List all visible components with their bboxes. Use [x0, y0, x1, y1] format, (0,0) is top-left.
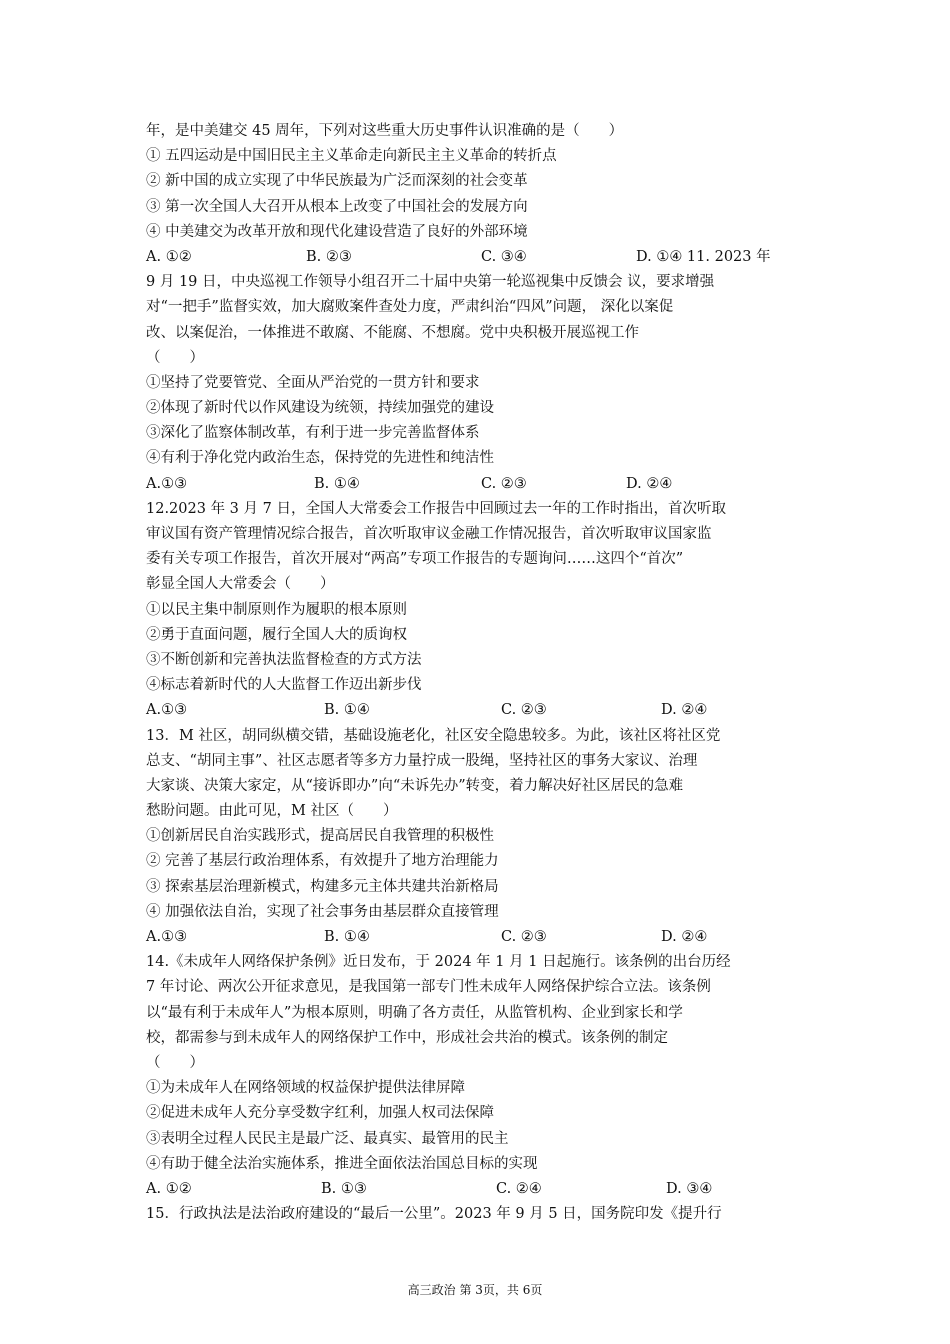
statement-1: ①以民主集中制原则作为履职的根本原则 — [146, 601, 407, 618]
option-a: A.①③ — [146, 929, 188, 945]
option-c: C. ③④ — [481, 248, 527, 265]
question-13 — [146, 724, 826, 951]
option-c: C. ②③ — [481, 475, 527, 492]
option-a: A. ①② — [146, 1180, 192, 1197]
question-text: 7 年讨论、两次公开征求意见，是我国第一部专门性未成年人网络保护综合立法。该条例 — [146, 979, 711, 996]
question-text: 大家谈、决策大家定，从“接诉即办”向“未诉先办”转变，着力解决好社区居民的急难 — [146, 777, 684, 794]
option-d: D. ③④ — [666, 1180, 713, 1197]
option-d: D. ①④ 11. 2023 年 — [636, 248, 771, 265]
statement-2: ②促进未成年人充分享受数字红利，加强人权司法保障 — [146, 1105, 494, 1122]
statement-1: ① 五四运动是中国旧民主主义革命走向新民主主义革命的转折点 — [146, 148, 557, 165]
question-text: 以“最有利于未成年人”为根本原则，明确了各方责任，从监管机构、企业到家长和学 — [146, 1004, 683, 1021]
statement-3: ③ 第一次全国人大召开从根本上改变了中国社会的发展方向 — [146, 198, 528, 215]
statement-2: ② 新中国的成立实现了中华民族最为广泛而深刻的社会变革 — [146, 173, 528, 190]
statement-4: ④ 加强依法自治，实现了社会事务由基层群众直接管理 — [146, 903, 499, 920]
question-text: 年，是中美建交 45 周年，下列对这些重大历史事件认识准确的是（ ） — [146, 123, 624, 139]
question-text: 改、以案促治，一体推进不敢腐、不能腐、不想腐。党中央积极开展巡视工作 — [146, 324, 639, 341]
question-text: 13．M 社区，胡同纵横交错，基础设施老化，社区安全隐患较多。为此，该社区将社区党 — [146, 727, 721, 744]
statement-2: ②勇于直面问题，履行全国人大的质询权 — [146, 626, 407, 643]
answer-options — [146, 698, 826, 723]
question-text: 审议国有资产管理情况综合报告，首次听取审议金融工作情况报告，首次听取审议国家监 — [146, 526, 712, 542]
page-footer: 高三政治 第 3页，共 6页 — [407, 1283, 543, 1297]
statement-4: ④有利于净化党内政治生态，保持党的先进性和纯洁性 — [146, 450, 494, 467]
answer-options — [146, 472, 826, 497]
option-b: B. ②③ — [306, 248, 352, 265]
option-b: B. ①④ — [324, 929, 370, 945]
question-text: 彰显全国人大常委会（ ） — [146, 576, 335, 593]
statement-1: ①坚持了党要管党、全面从严治党的一贯方针和要求 — [146, 374, 480, 391]
question-text: 校，都需参与到未成年人的网络保护工作中，形成社会共治的模式。该条例的制定 — [146, 1029, 668, 1046]
statement-1: ①为未成年人在网络领域的权益保护提供法律屏障 — [146, 1080, 465, 1097]
statement-3: ③ 探索基层治理新模式，构建多元主体共建共治新格局 — [146, 878, 499, 895]
statement-4: ④ 中美建交为改革开放和现代化建设营造了良好的外部环境 — [146, 223, 528, 240]
option-d: D. ②④ — [661, 929, 708, 945]
question-text: 14.《未成年人网络保护条例》近日发布，于 2024 年 1 月 1 日起施行。该条例的出台历经 — [146, 954, 731, 971]
option-d: D. ②④ — [661, 702, 708, 719]
question-12 — [146, 497, 826, 724]
option-b: B. ①④ — [314, 475, 360, 492]
statement-3: ③不断创新和完善执法监督检查的方式方法 — [146, 651, 422, 668]
option-c: C. ②③ — [501, 929, 547, 945]
option-a: A.①③ — [146, 702, 188, 719]
answer-options — [146, 925, 826, 950]
statement-4: ④标志着新时代的人大监督工作迈出新步伐 — [146, 677, 422, 694]
question-15 — [146, 1202, 826, 1227]
question-text: 对“一把手”监督实效，加大腐败案件查处力度，严肃纠治“四风”问题， 深化以案促 — [146, 299, 674, 316]
answer-blank: （ ） — [146, 1054, 204, 1071]
answer-blank: （ ） — [146, 349, 204, 366]
question-text: 愁盼问题。由此可见，M 社区（ ） — [146, 803, 398, 820]
statement-2: ② 完善了基层行政治理体系，有效提升了地方治理能力 — [146, 853, 499, 870]
option-d: D. ②④ — [626, 475, 673, 492]
statement-2: ②体现了新时代以作风建设为统领，持续加强党的建设 — [146, 400, 494, 417]
statement-3: ③深化了监察体制改革，有利于进一步完善监督体系 — [146, 425, 480, 442]
exam-page — [146, 119, 826, 1227]
answer-options — [146, 1177, 826, 1202]
statement-1: ①创新居民自治实践形式，提高居民自我管理的积极性 — [146, 828, 494, 845]
question-text: 9 月 19 日，中央巡视工作领导小组召开二十届中央第一轮巡视集中反馈会 议，要求增强 — [146, 274, 715, 291]
statement-3: ③表明全过程人民民主是最广泛、最真实、最管用的民主 — [146, 1130, 509, 1147]
option-b: B. ①③ — [321, 1180, 367, 1197]
question-14 — [146, 950, 826, 1202]
option-b: B. ①④ — [324, 702, 370, 719]
answer-options — [146, 245, 826, 270]
option-a: A. ①② — [146, 248, 192, 265]
question-text: 12.2023 年 3 月 7 日，全国人大常委会工作报告中回顾过去一年的工作时指出，首次听取 — [146, 500, 726, 517]
option-a: A.①③ — [146, 475, 188, 492]
question-10 — [146, 119, 826, 270]
statement-4: ④有助于健全法治实施体系，推进全面依法治国总目标的实现 — [146, 1155, 538, 1172]
question-11 — [146, 270, 826, 497]
option-c: C. ②④ — [496, 1180, 542, 1197]
question-text: 15．行政执法是法治政府建设的“最后一公里”。2023 年 9 月 5 日，国务院印发《提升行 — [146, 1206, 722, 1223]
option-c: C. ②③ — [501, 702, 547, 719]
question-text: 总支、“胡同主事”、社区志愿者等多方力量拧成一股绳，坚持社区的事务大家议、治理 — [146, 752, 698, 769]
question-text: 委有关专项工作报告，首次开展对“两高”专项工作报告的专题询问……这四个“首次” — [146, 551, 684, 568]
